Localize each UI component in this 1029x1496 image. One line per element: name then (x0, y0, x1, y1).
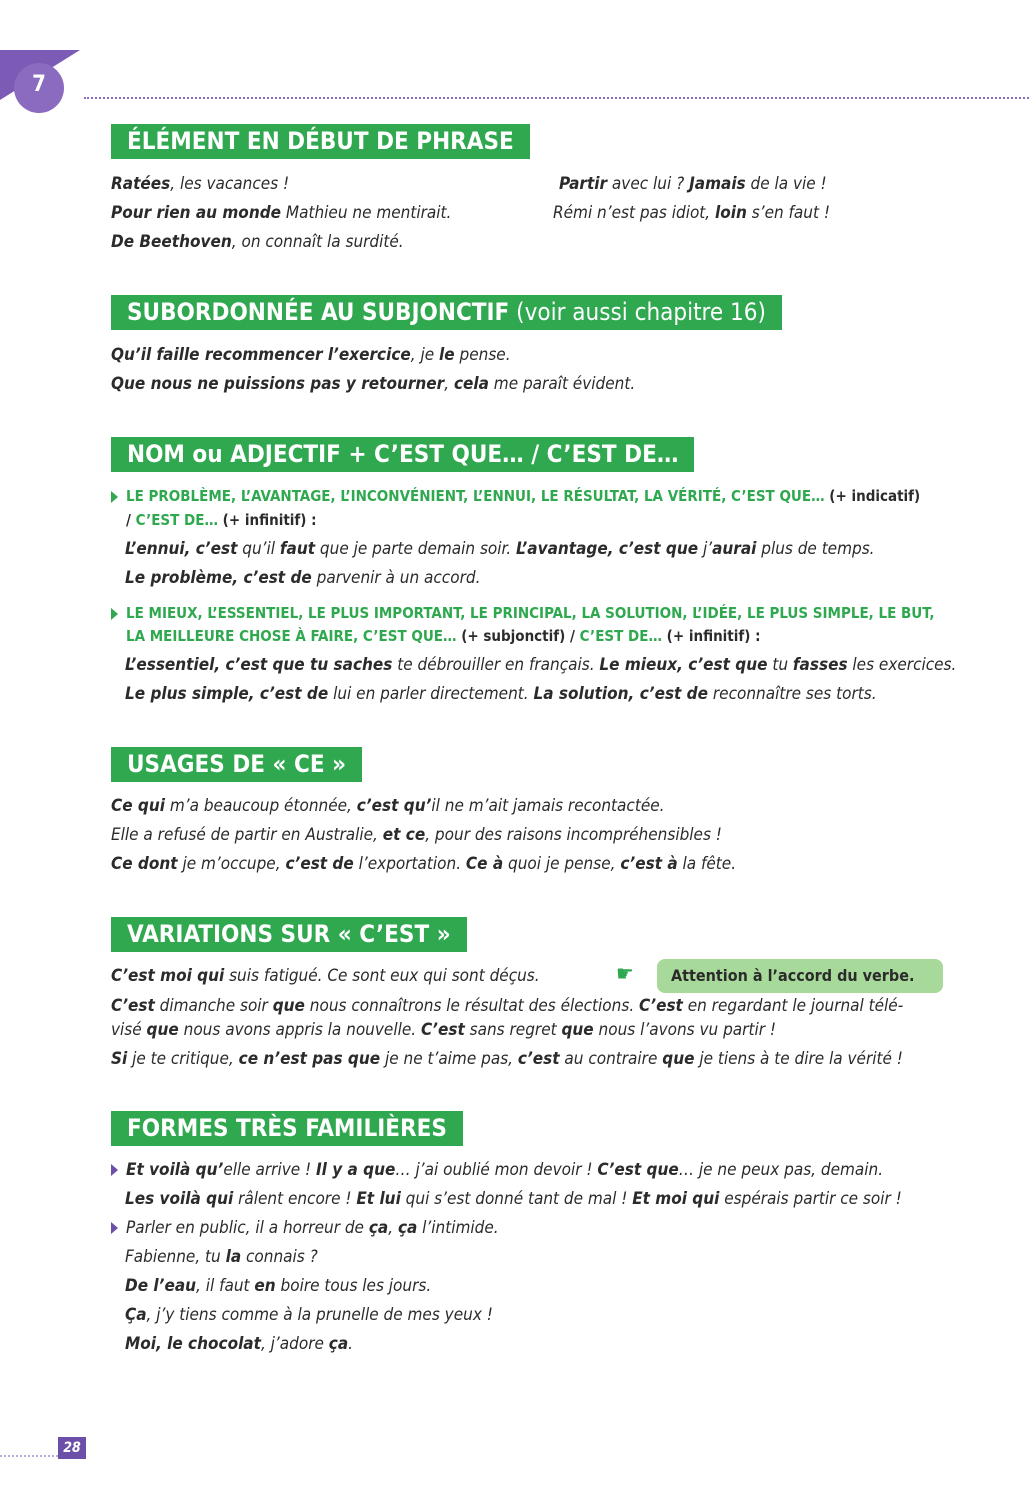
example-line: Rémi n’est pas idiot, loin s’en faut ! (553, 203, 830, 223)
page-number: 28 (58, 1437, 86, 1459)
example-line: De l’eau, il faut en boire tous les jours. (125, 1276, 432, 1296)
note-box: Attention à l’accord du verbe. (657, 959, 943, 993)
example-line: Fabienne, tu la connais ? (125, 1247, 318, 1267)
example-line: L’ennui, c’est qu’il faut que je parte demain soir. L’avantage, c’est que j’aurai plus de temps. (125, 539, 875, 559)
section-heading-2: SUBORDONNÉE AU SUBJONCTIF (voir aussi chapitre 16) (111, 295, 782, 330)
rule-line: LA MEILLEURE CHOSE À FAIRE, C’EST QUE… (+ subjonctif) / C’EST DE… (+ infinitif) : (126, 627, 761, 645)
example-line: Partir avec lui ? Jamais de la vie ! (559, 174, 827, 194)
rule-line: / C’EST DE… (+ infinitif) : (126, 511, 317, 529)
section-heading-1: ÉLÉMENT EN DÉBUT DE PHRASE (111, 124, 530, 159)
example-line: L’essentiel, c’est que tu saches te débrouiller en français. Le mieux, c’est que tu fasses les exercices. (125, 655, 957, 675)
example-line: C’est dimanche soir que nous connaîtrons le résultat des élections. C’est en regardant le journal télé- (111, 996, 904, 1016)
bullet-icon (111, 1222, 118, 1234)
example-line: Le problème, c’est de parvenir à un accord. (125, 568, 481, 588)
example-line: Si je te critique, ce n’est pas que je ne t’aime pas, c’est au contraire que je tiens à te dire la vérité ! (111, 1049, 903, 1069)
section-heading-6: FORMES TRÈS FAMILIÈRES (111, 1111, 463, 1146)
chapter-number: 7 (14, 63, 64, 113)
bottom-dotted-rule (0, 1455, 58, 1457)
example-line: Parler en public, il a horreur de ça, ça l’intimide. (111, 1218, 499, 1238)
bullet-icon (111, 491, 118, 503)
example-line: Ratées, les vacances ! (111, 174, 290, 194)
example-line: Pour rien au monde Mathieu ne mentirait. (111, 203, 452, 223)
example-line: Ce dont je m’occupe, c’est de l’exportation. Ce à quoi je pense, c’est à la fête. (111, 854, 737, 874)
bullet-icon (111, 608, 118, 620)
pointing-hand-icon: ☛ (616, 962, 634, 987)
example-line: Le plus simple, c’est de lui en parler directement. La solution, c’est de reconnaître ses torts. (125, 684, 877, 704)
example-line: Moi, le chocolat, j’adore ça. (125, 1334, 354, 1354)
section-heading-3: NOM ou ADJECTIF + C’EST QUE… / C’EST DE… (111, 437, 694, 472)
example-line: visé que nous avons appris la nouvelle. C’est sans regret que nous l’avons vu partir ! (111, 1020, 776, 1040)
section-heading-5: VARIATIONS SUR « C’EST » (111, 917, 467, 952)
example-line: Elle a refusé de partir en Australie, et ce, pour des raisons incompréhensibles ! (111, 825, 722, 845)
example-line: C’est moi qui suis fatigué. Ce sont eux qui sont déçus. (111, 966, 540, 986)
example-line: Ça, j’y tiens comme à la prunelle de mes yeux ! (125, 1305, 493, 1325)
example-line: Que nous ne puissions pas y retourner, cela me paraît évident. (111, 374, 636, 394)
example-line: Qu’il faille recommencer l’exercice, je le pense. (111, 345, 511, 365)
rule-line: LE MIEUX, L’ESSENTIEL, LE PLUS IMPORTANT, LE PRINCIPAL, LA SOLUTION, L’IDÉE, LE PLUS SIMPLE, LE BUT, (111, 604, 934, 622)
section-heading-4: USAGES DE « CE » (111, 747, 362, 782)
example-line: Ce qui m’a beaucoup étonnée, c’est qu’il ne m’ait jamais recontactée. (111, 796, 665, 816)
rule-line: LE PROBLÈME, L’AVANTAGE, L’INCONVÉNIENT, L’ENNUI, LE RÉSULTAT, LA VÉRITÉ, C’EST QUE… (+ indicatif) (111, 487, 920, 505)
example-line: Et voilà qu’elle arrive ! Il y a que… j’ai oublié mon devoir ! C’est que… je ne peux pas, demain. (111, 1160, 883, 1180)
bullet-icon (111, 1164, 118, 1176)
top-dotted-rule (84, 97, 1029, 99)
example-line: Les voilà qui râlent encore ! Et lui qui s’est donné tant de mal ! Et moi qui espérais partir ce soir ! (125, 1189, 902, 1209)
example-line: De Beethoven, on connaît la surdité. (111, 232, 404, 252)
